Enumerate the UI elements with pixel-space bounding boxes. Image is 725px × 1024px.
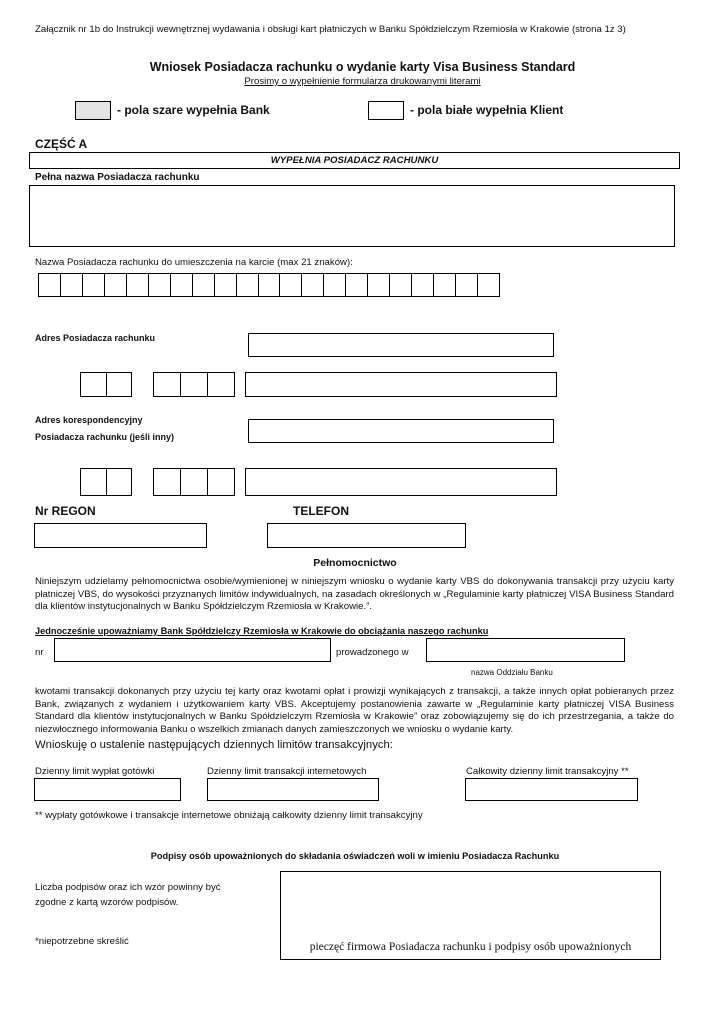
- form-subtitle: Prosimy o wypełnienie formularza drukowanymi literami: [244, 76, 481, 87]
- stamp-caption: pieczęć firmowa Posiadacza rachunku i podpisy osób upoważnionych: [309, 941, 632, 953]
- full-name-label: Pełna nazwa Posiadacza rachunku: [35, 172, 200, 183]
- signature-count-text-1: Liczba podpisów oraz ich wzór powinny być: [35, 882, 221, 893]
- poa-text: Niniejszym udzielamy pełnomocnictwa osobie/wymienionej w niniejszym wniosku o wydanie karty VBS do dokonywania transakcji przy użyciu karty płatniczej VBS, do wysokości przyznanych limitów indywidualnych, na zasadach określonych w „Regulaminie karty płatniczej VISA Business Standard dla klientów instytucjonalnych w Banku Spółdzielczym Rzemiosła w Krakowie.”.: [35, 576, 674, 612]
- limits-footnote: ** wypłaty gotówkowe i transakcje internetowe obniżają całkowity dzienny limit transakcyjny: [35, 810, 423, 821]
- legend-white-label: - pola białe wypełnia Klient: [410, 103, 564, 117]
- form-title: Wniosek Posiadacza rachunku o wydanie karty Visa Business Standard: [149, 60, 576, 74]
- signature-count-text-2: zgodne z kartą wzorów podpisów.: [35, 897, 179, 908]
- postal-code-part2-field[interactable]: [153, 372, 235, 397]
- annex-note: Załącznik nr 1b do Instrukcji wewnętrznej wydawania i obsługi kart płatniczych w Banku Spółdzielczym Rzemiosła w Krakowie (strona 1z 3): [35, 24, 626, 35]
- corr-address-label-2: Posiadacza rachunku (jeśli inny): [35, 432, 175, 442]
- kept-at-label: prowadzonego w: [336, 647, 409, 658]
- cash-limit-field[interactable]: [34, 778, 181, 801]
- strike-note: *niepotrzebne skreślić: [35, 936, 129, 947]
- full-name-field[interactable]: [29, 185, 675, 247]
- phone-label: TELEFON: [293, 504, 349, 518]
- corr-address-city-field[interactable]: [245, 468, 557, 496]
- branch-caption: nazwa Oddziału Banku: [471, 668, 553, 677]
- corr-address-street-field[interactable]: [248, 419, 554, 443]
- account-number-field[interactable]: [54, 638, 331, 662]
- corr-address-label-1: Adres korespondencyjny: [35, 415, 143, 425]
- corr-postal-code-part2-field[interactable]: [153, 468, 235, 496]
- corr-postal-code-part1-field[interactable]: [80, 468, 132, 496]
- postal-code-part1-field[interactable]: [80, 372, 132, 397]
- limits-request: Wnioskuję o ustalenie następujących dziennych limitów transakcyjnych:: [35, 739, 393, 751]
- internet-limit-field[interactable]: [207, 778, 379, 801]
- total-limit-field[interactable]: [465, 778, 638, 801]
- internet-limit-label: Dzienny limit transakcji internetowych: [207, 766, 367, 777]
- regon-label: Nr REGON: [35, 504, 96, 518]
- phone-field[interactable]: [267, 523, 466, 548]
- bank-branch-field[interactable]: [426, 638, 625, 662]
- poa-title: Pełnomocnictwo: [313, 557, 397, 569]
- poa-authorization: Jednocześnie upoważniamy Bank Spółdzielczy Rzemiosła w Krakowie do obciążania naszego rachunku: [35, 626, 489, 636]
- part-a-title: CZĘŚĆ A: [35, 137, 88, 151]
- address-street-field[interactable]: [248, 333, 554, 357]
- total-limit-label: Całkowity dzienny limit transakcyjny **: [466, 766, 629, 777]
- amounts-text: kwotami transakcji dokonanych przy użyciu tej karty oraz kwotami opłat i prowizji wynikających z transakcji, a także innych opłat pobieranych przez Bank, związanych z wydaniem i użytkowaniem karty VBS. Akceptujemy postanowienia zawarte w „Regulaminie karty płatniczej VISA Business Standard dla klientów instytucjonalnych w Banku Spółdzielczym Rzemiosła w Krakowie” oraz zobowiązujemy się do ich przestrzegania, a także do niezwłocznego informowania Banku o wszelkich zmianach danych zamieszczonych we wniosku o wydanie karty.: [35, 686, 674, 735]
- signatures-title: Podpisy osób upoważnionych do składania oświadczeń woli w imieniu Posiadacza Rachunku: [150, 851, 560, 861]
- address-city-field[interactable]: [245, 372, 557, 397]
- card-name-field[interactable]: [38, 273, 500, 297]
- regon-field[interactable]: [34, 523, 207, 548]
- account-nr-label: nr: [35, 647, 44, 658]
- legend-white-swatch: [368, 101, 404, 120]
- legend-gray-swatch: [75, 101, 111, 120]
- legend-gray-label: - pola szare wypełnia Bank: [117, 103, 270, 117]
- part-a-banner: WYPEŁNIA POSIADACZ RACHUNKU: [29, 152, 680, 169]
- cash-limit-label: Dzienny limit wypłat gotówki: [35, 766, 155, 777]
- card-name-label: Nazwa Posiadacza rachunku do umieszczenia na karcie (max 21 znaków):: [35, 257, 353, 268]
- address-label: Adres Posiadacza rachunku: [35, 333, 156, 343]
